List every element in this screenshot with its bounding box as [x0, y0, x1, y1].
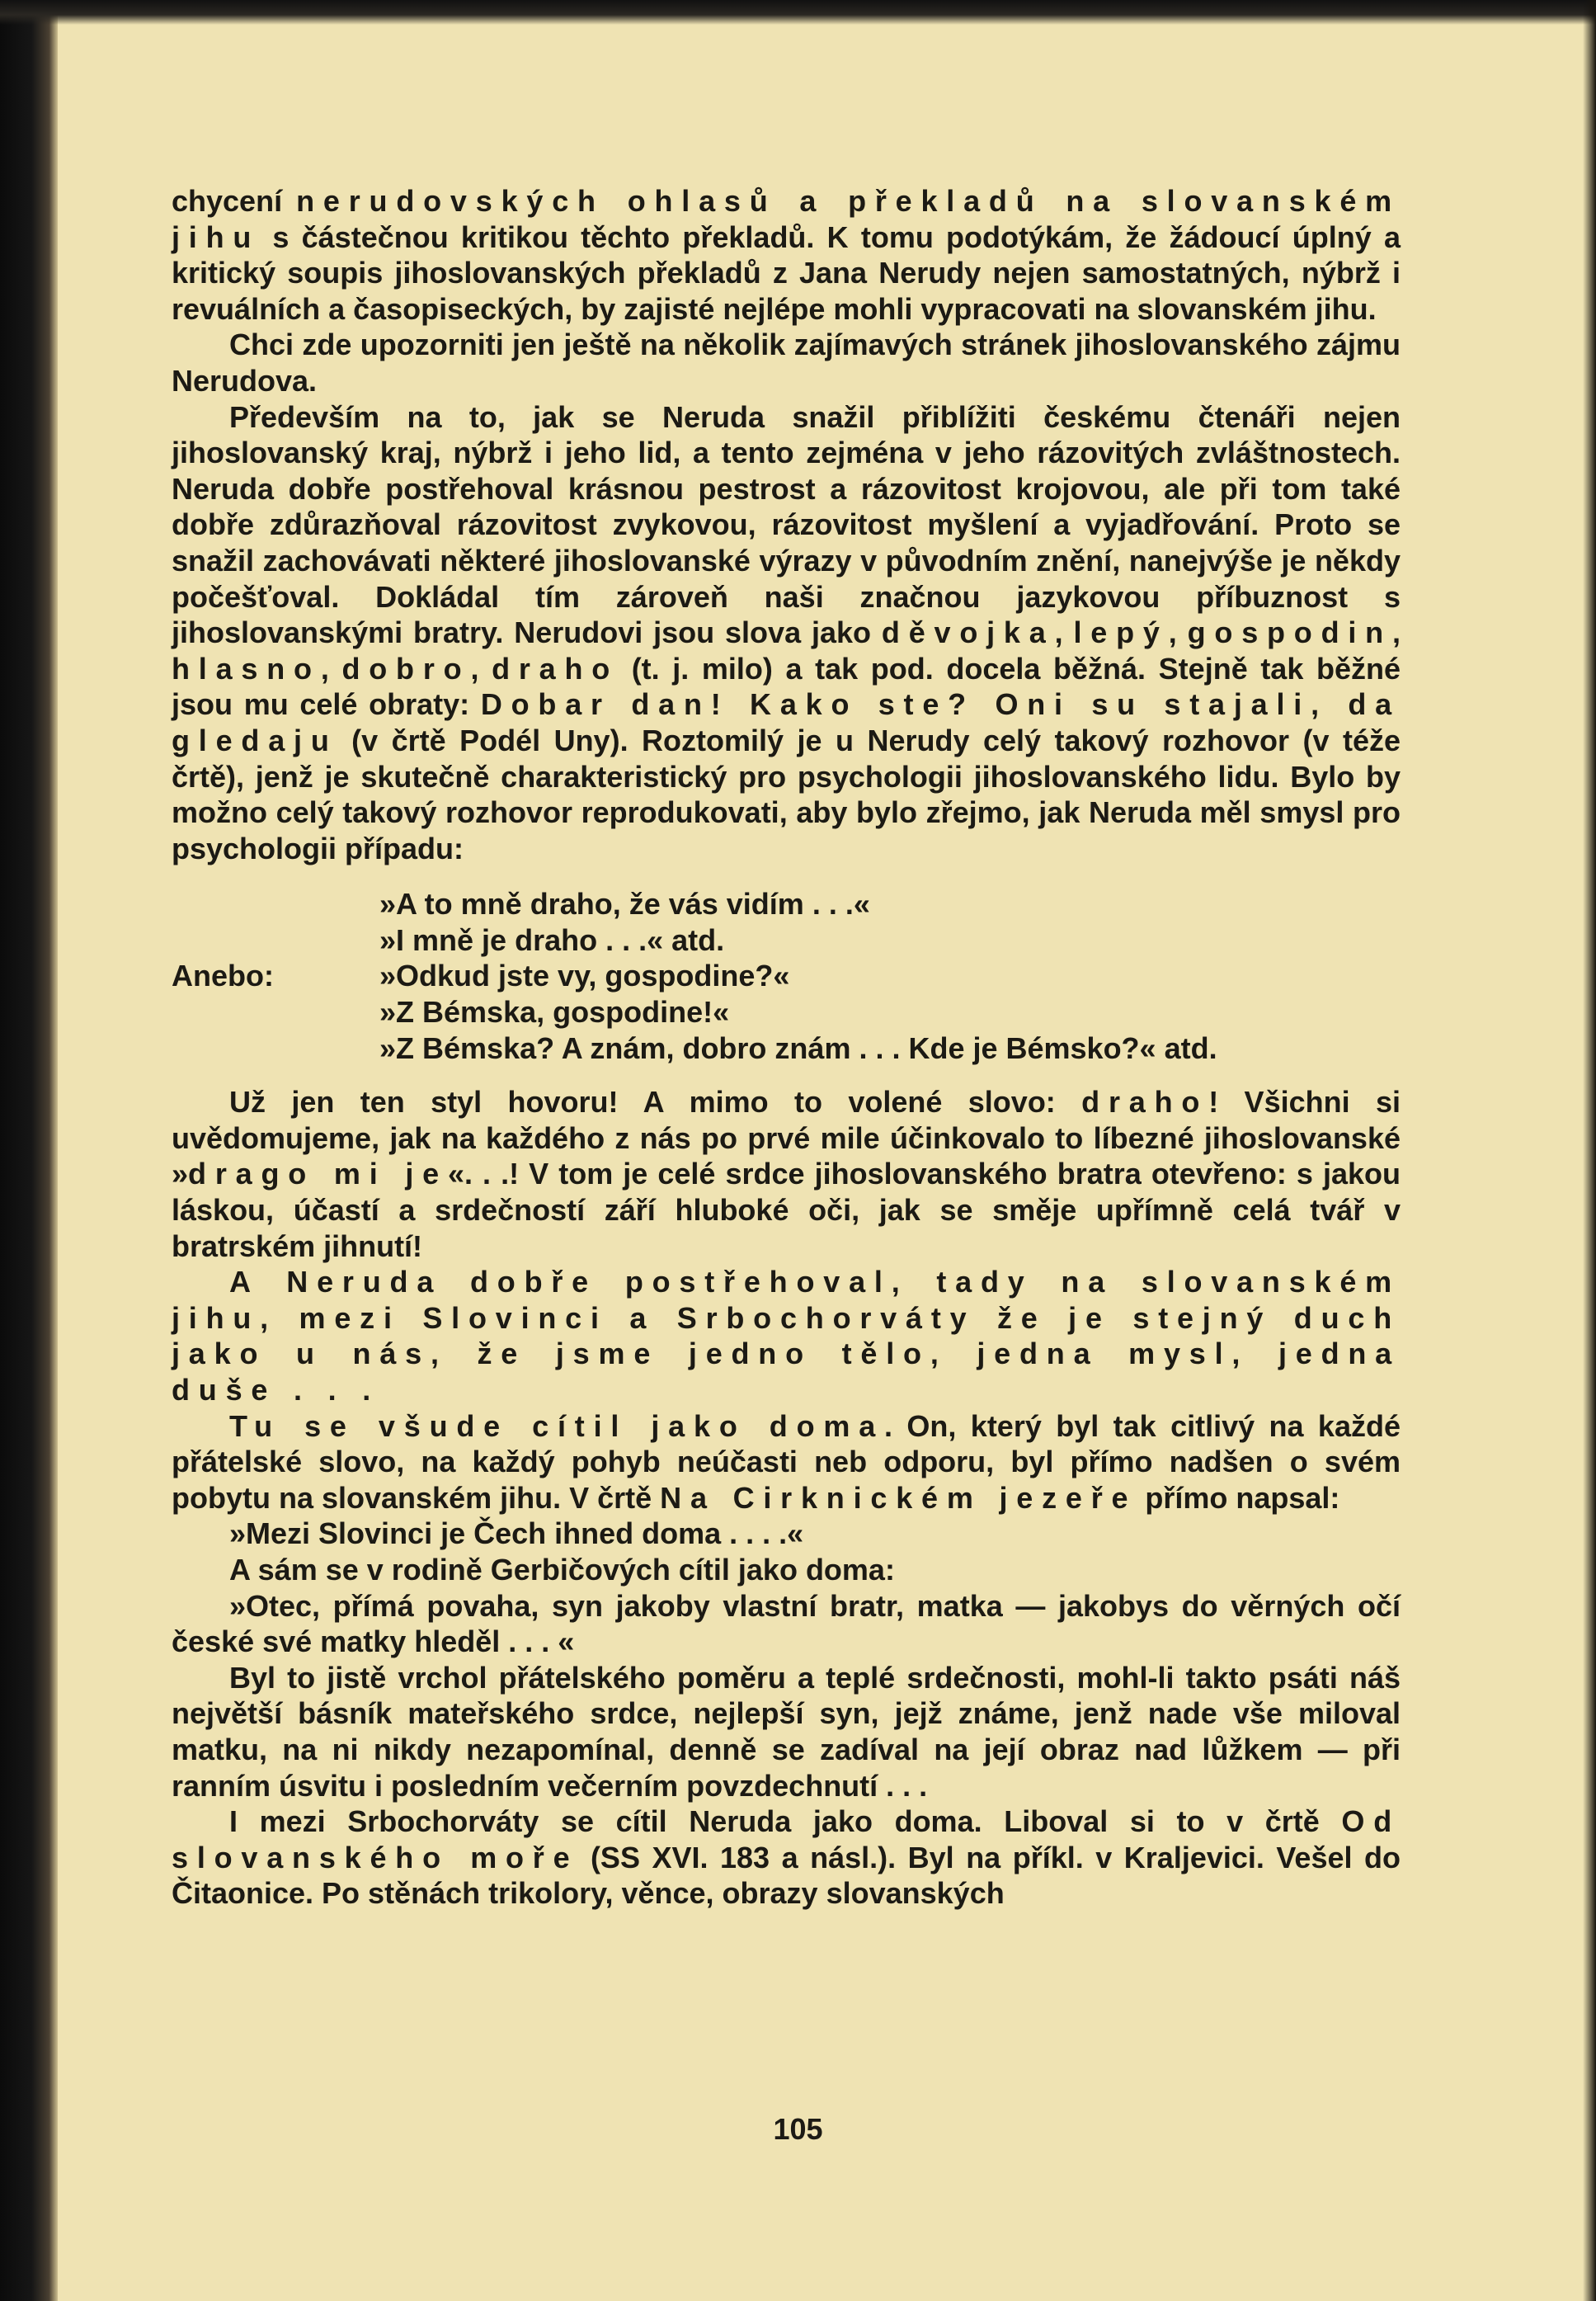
paragraphs-before	[172, 183, 1401, 866]
spaced-text-run: nerudovských ohlasů a překladů na slovanském jihu	[172, 184, 1401, 254]
spaced-text-run: Dobar dan! Kako ste? Oni su stajali, da gledaju	[172, 687, 1401, 757]
scan-edge-right	[1583, 0, 1596, 2301]
dialog-quote	[172, 886, 1401, 1066]
text-run: přímo napsal:	[1137, 1480, 1340, 1515]
text-run: chycení	[172, 184, 297, 218]
text-run: Byl to jistě vrchol přátelského poměru a teplé srdečnosti, mohl-li takto psáti náš největší básník mateřského srdce, nejlepší syn, jejž známe, jenž nade vše miloval matku, na ni nikdy nezapomínal, denně se zadíval na její obraz nad lůžkem — při ranním úsvitu i posledním večerním povzdechnutí . . .	[172, 1660, 1401, 1803]
text-run: . On, který byl tak citlivý na každé přátelské slovo, na každý pohyb neúčasti neb odporu, byl přímo nadšen o svém pobytu na slovanském jihu. V črtě	[172, 1408, 1401, 1515]
spaced-text-run: hlasno	[172, 651, 321, 686]
paragraph	[172, 1408, 1401, 1516]
paragraph	[172, 1264, 1401, 1407]
text-run: »Mezi Slovinci je Čech ihned doma . . . .«	[229, 1516, 804, 1551]
dialog-line: »I mně je draho . . .« atd.	[379, 922, 725, 957]
paragraph	[172, 327, 1401, 398]
spaced-text-run: dobro	[341, 651, 471, 686]
text-run: ,	[1168, 615, 1188, 650]
paragraph	[172, 1084, 1401, 1264]
spaced-text-run: gospodin	[1187, 615, 1392, 650]
spaced-text-run: Od slovanského moře	[172, 1804, 1401, 1874]
spaced-text-run: Tu se všude cítil jako doma	[229, 1408, 885, 1443]
text-run: (t. j. milo) a tak pod. docela běžná. Stejně tak běžné jsou mu celé obraty:	[172, 651, 1401, 722]
text-run: ,	[470, 651, 492, 686]
paragraph	[172, 1516, 1401, 1552]
text-run: (v črtě Podél Uny). Roztomilý je u Nerudy celý takový rozhovor (v téže črtě), jenž je skutečně charakteristický pro psychologii jihoslovanského lidu. Bylo by možno celý takový rozhovor reprodukovati, aby bylo zřejmo, jak Neruda měl smysl pro psychologii případu:	[172, 723, 1401, 865]
text-run: (SS XVI. 183 a násl.). Byl na příkl. v Kraljevici. Vešel do Čitaonice. Po stěnách trikolory, věnce, obrazy slovanských	[172, 1840, 1401, 1911]
page-number: 105	[773, 2112, 823, 2146]
dialog-line: »Z Bémska, gospodine!«	[379, 995, 730, 1030]
paragraphs-after	[172, 1084, 1401, 1912]
dialog-line: »Z Bémska? A znám, dobro znám . . . Kde je Bémsko?« atd.	[379, 1030, 1217, 1065]
paragraph	[172, 1804, 1401, 1912]
text-run: Chci zde upozorniti jen ještě na několik zajímavých stránek jihoslovanského zájmu Nerudova.	[172, 328, 1401, 398]
text-run: »Otec, přímá povaha, syn jakoby vlastní bratr, matka — jakobys do věrných očí české své matky hleděl . . . «	[172, 1588, 1401, 1659]
dialog-line: »Odkud jste vy, gospodine?«	[379, 959, 790, 993]
text-run: ,	[1054, 615, 1074, 650]
paragraph	[172, 1660, 1401, 1804]
text-run: A sám se v rodině Gerbičových cítil jako doma:	[229, 1552, 895, 1587]
spaced-text-run: draho	[492, 651, 619, 686]
paragraph	[172, 1552, 1401, 1588]
text-run: s částečnou kritikou těchto překladů. K tomu podotýkám, že žádoucí úplný a kritický soupis jihoslovanských překladů z Jana Nerudy nejen samostatných, nýbrž i revuálních a časopiseckých, by zajisté nejlépe mohli vypracovati na slovanském jihu.	[172, 219, 1401, 326]
spaced-text-run: děvojka	[881, 615, 1055, 650]
text-run: ,	[320, 651, 342, 686]
dialog-line: »A to mně draho, že vás vidím . . .«	[379, 887, 870, 922]
paragraph	[172, 399, 1401, 867]
scan-edge-top	[0, 0, 1596, 25]
page-body	[172, 183, 1401, 1912]
paragraph	[172, 183, 1401, 327]
spaced-text-run: Na Cirknickém jezeře	[660, 1480, 1137, 1515]
text-run: Už jen ten styl hovoru! A mimo to volené slovo:	[229, 1085, 1082, 1120]
text-run: Především na to, jak se Neruda snažil přiblížiti českému čtenáři nejen jihoslovanský kraj, nýbrž i jeho lid, a tento zejména v jeho rázovitých zvláštnostech. Neruda dobře postřehoval krásnou pestrost a rázovitost krojovou, ale při tom také dobře zdůrazňoval rázovitost zvykovou, rázovitost myšlení a vyjadřování. Proto se snažil zachovávati některé jihoslovanské výrazy v původním znění, nanejvýše je někdy počešťoval. Dokládal tím zároveň naši značnou jazykovou příbuznost s jihoslovanskými bratry. Nerudovi jsou slova jako	[172, 399, 1401, 650]
text-run: I mezi Srbochorváty se cítil Neruda jako doma. Liboval si to v črtě	[229, 1804, 1342, 1839]
spaced-text-run: draho	[1081, 1085, 1209, 1120]
text-run: ,	[1391, 615, 1401, 650]
scan-edge-left	[0, 0, 58, 2301]
text-run: «. . .! V tom je celé srdce jihoslovanského bratra otevřeno: s jakou láskou, účastí a srdečností září hluboké oči, jak se směje upřímně celá tvář v bratrském jihnutí!	[172, 1157, 1401, 1263]
spaced-text-run: lepý	[1073, 615, 1169, 650]
paragraph	[172, 1588, 1401, 1660]
spaced-text-run: A Neruda dobře postřehoval, tady na slovanském jihu, mezi Slovinci a Srbochorváty že je stejný duch jako u nás, že jsme jedno tělo, jedna mysl, jedna duše . . .	[172, 1265, 1401, 1407]
text-run: ! Všichni si uvědomujeme, jak na každého z nás po prvé mile účinkovalo to líbezné jihoslovanské »	[172, 1085, 1401, 1191]
spaced-text-run: drago mi je	[188, 1157, 448, 1191]
dialog-label: Anebo:	[172, 959, 274, 993]
